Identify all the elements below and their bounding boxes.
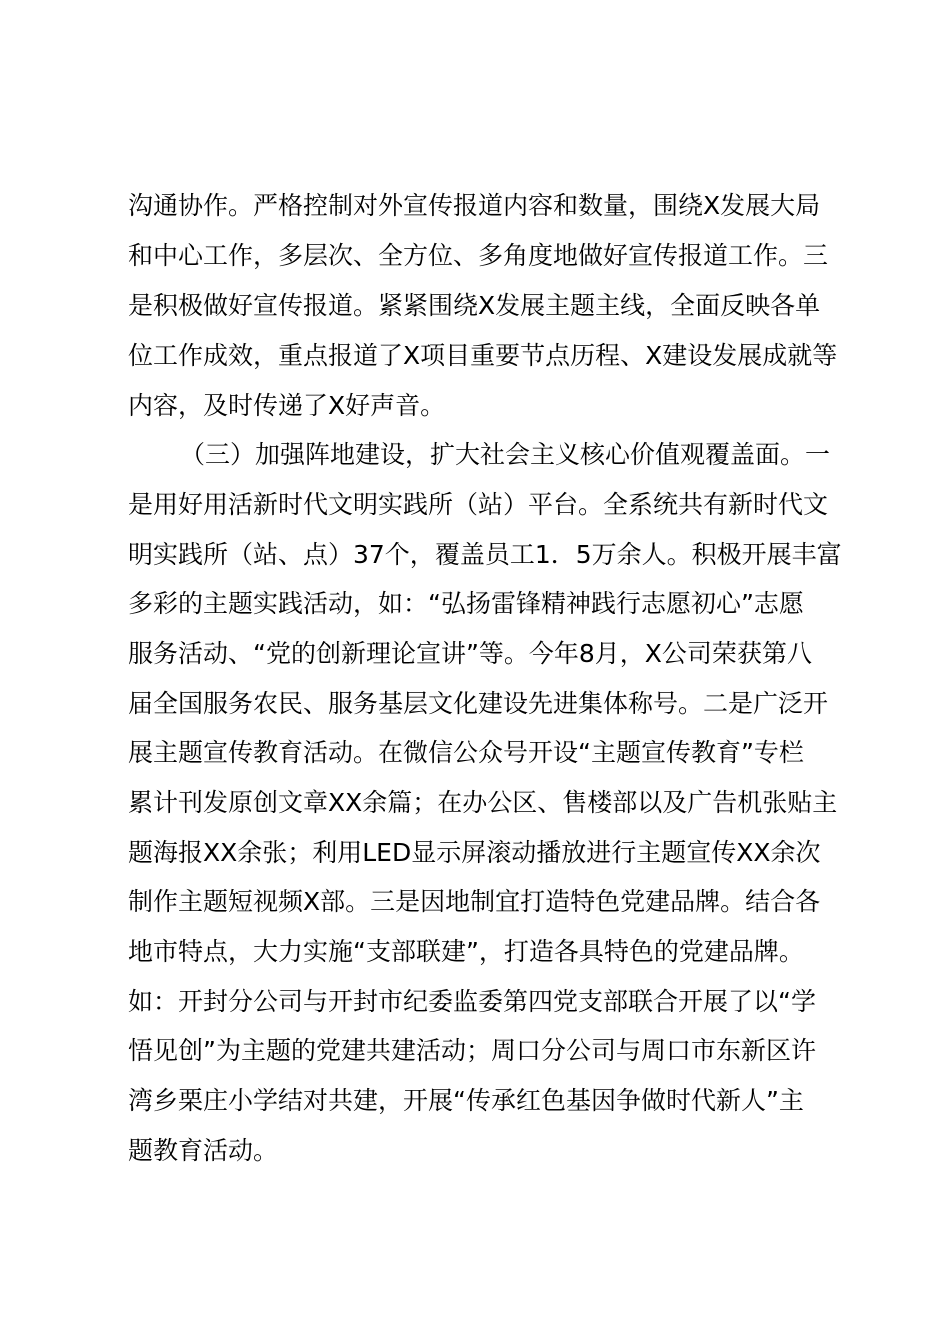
text-line: 沟通协作。严格控制对外宣传报道内容和数量，围绕X发展大局 [128,191,821,220]
text-line: 湾乡栗庄小学结对共建，开展“传承红色基因争做时代新人”主 [128,1086,804,1115]
text-line: 题教育活动。 [128,1136,279,1165]
text-line: 位工作成效，重点报道了X项目重要节点历程、X建设发展成就等 [128,341,838,370]
text-line: 制作主题短视频X部。三是因地制宜打造特色党建品牌。结合各 [128,887,821,916]
text-line: 内容，及时传递了X好声音。 [128,391,446,420]
text-line: 服务活动、“党的创新理论宣讲”等。今年8月，X公司荣获第八 [128,639,812,668]
text-line: 届全国服务农民、服务基层文化建设先进集体称号。二是广泛开 [128,689,829,718]
text-line: 累计刊发原创文章XX余篇；在办公区、售楼部以及广告机张贴主 [128,788,838,817]
text-line: 题海报XX余张；利用LED显示屏滚动播放进行主题宣传XX余次 [128,838,821,867]
text-line: 展主题宣传教育活动。在微信公众号开设“主题宣传教育”专栏 [128,738,804,767]
text-line: 是用好用活新时代文明实践所（站）平台。全系统共有新时代文 [128,490,829,519]
text-line: 地市特点，大力实施“支部联建”，打造各具特色的党建品牌。 [128,937,804,966]
text-line: 是积极做好宣传报道。紧紧围绕X发展主题主线，全面反映各单 [128,291,821,320]
text-line: 和中心工作，多层次、全方位、多角度地做好宣传报道工作。三 [128,241,829,270]
section-heading-line: （三）加强阵地建设，扩大社会主义核心价值观覆盖面。一 [180,440,831,469]
text-line: 多彩的主题实践活动，如：“弘扬雷锋精神践行志愿初心”志愿 [128,589,804,618]
text-line: 悟见创”为主题的党建共建活动；周口分公司与周口市东新区许 [128,1036,816,1065]
text-line: 如：开封分公司与开封市纪委监委第四党支部联合开展了以“学 [128,987,816,1016]
text-line: 明实践所（站、点）37个，覆盖员工1．5万余人。积极开展丰富 [128,540,842,569]
